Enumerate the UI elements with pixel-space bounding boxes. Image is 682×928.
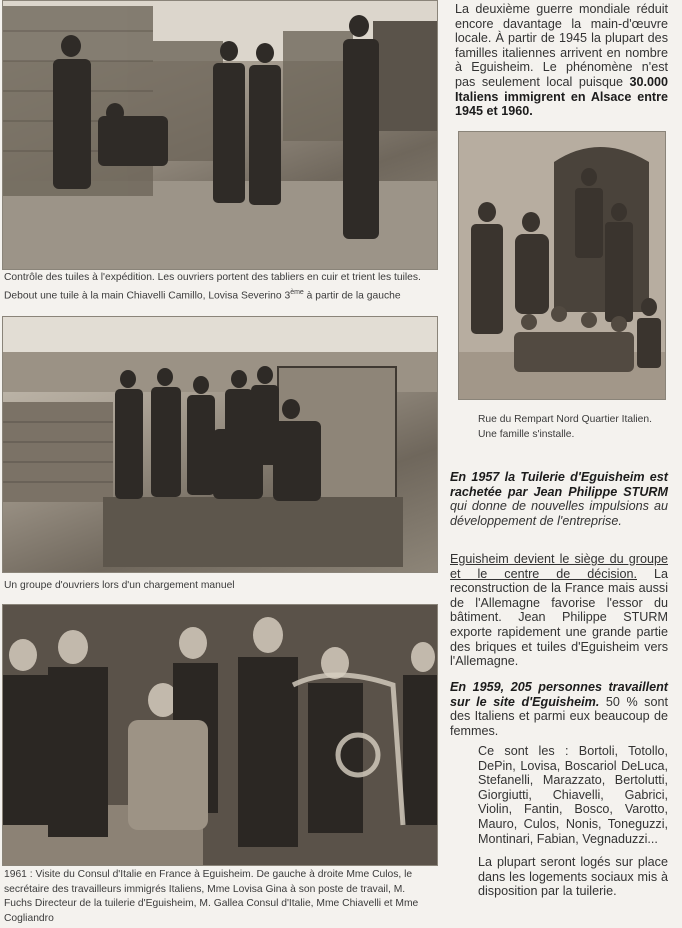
caption-tile-inspection: Contrôle des tuiles à l'expédition. Les ouvriers portent des tabliers en cuir et trient les tuiles. Debout une tuile à la main Chiavelli Camillo, Lovisa Severino 3ème à partir de la gauche <box>4 272 421 301</box>
photo-tile-inspection-drawing <box>3 1 437 269</box>
closing-paragraph: La plupart seront logés sur place dans les logements sociaux mis à disposition par la tuilerie. <box>478 855 668 899</box>
caption-workers-group: Un groupe d'ouvriers lors d'un chargement manuel <box>4 580 235 591</box>
caption-consul-visit: 1961 : Visite du Consul d'Italie en France à Eguisheim. De gauche à droite Mme Culos, le secrétaire des travailleurs immigrés Italiens, Mme Lovisa Gina à son poste de travail, M. Fuchs Directeur de la tuilerie d'Eguisheim, M. Gallea Consul d'Italie, Mme Chiavelli et Mme Cogliandro <box>4 869 419 924</box>
photo-tile-inspection <box>2 0 438 270</box>
photo-italian-family-drawing <box>459 132 665 399</box>
names-list: Ce sont les : Bortoli, Totollo, DePin, Lovisa, Boscariol DeLuca, Stefanelli, Marazzato, Bertolutti, Giorgiutti, Chiavelli, Gabrici, Violin, Fantin, Bosco, Varotto, Mauro, Culos, Nonis, Toneguzzi, Montinari, Fabian, Vegnaduzzi... <box>478 744 668 846</box>
photo-workers-group <box>2 316 438 573</box>
photo-consul-visit-drawing <box>3 605 437 865</box>
photo-italian-family <box>458 131 666 400</box>
caption-italian-family: Rue du Rempart Nord Quartier Italien. Une famille s'installe. <box>478 414 652 440</box>
section-1959: En 1959, 205 personnes travaillent sur le site d'Eguisheim. 50 % sont des Italiens et parmi eux beaucoup de femmes. <box>450 680 668 738</box>
section-1957: En 1957 la Tuilerie d'Eguisheim est rachetée par Jean Philippe STURM qui donne de nouvelles impulsions au développement de l'entreprise. <box>450 470 668 528</box>
photo-consul-visit <box>2 604 438 866</box>
section-siege: Eguisheim devient le siège du groupe et le centre de décision. La reconstruction de la France mais aussi de l'Allemagne favorise l'essor du bâtiment. Jean Philippe STURM exporte rapidement une grande partie des briques et tuiles d'Eguisheim vers l'Allemagne. <box>450 552 669 669</box>
intro-paragraph: La deuxième guerre mondiale réduit encore davantage la main-d'œuvre locale. À partir de 1945 la plupart des familles italiennes arrivent en nombre à Eguisheim. Le phénomène n'est pas seulement local puisque 30.000 Italiens immigrent en Alsace entre 1945 et 1960. <box>455 2 668 119</box>
photo-workers-group-drawing <box>3 317 437 572</box>
